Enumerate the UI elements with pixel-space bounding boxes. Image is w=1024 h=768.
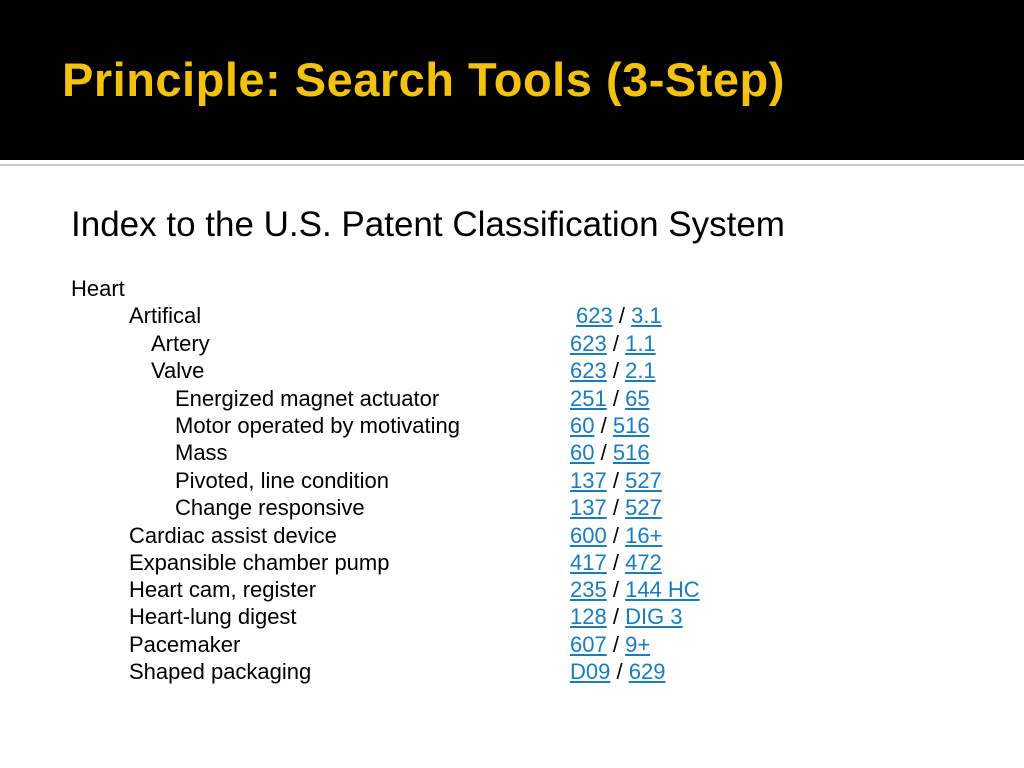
subclass-link[interactable]: 1.1 bbox=[625, 331, 656, 356]
code-separator: / bbox=[612, 523, 626, 548]
index-row-change-responsive bbox=[0, 495, 1024, 522]
subclass-link[interactable]: 9+ bbox=[625, 632, 651, 657]
index-row-mass bbox=[0, 440, 1024, 467]
class-link[interactable]: 623 bbox=[570, 331, 607, 356]
index-row-pivoted-line-condition bbox=[0, 468, 1024, 495]
index-term: Change responsive bbox=[175, 495, 365, 520]
index-row-heart-cam-register bbox=[0, 577, 1024, 604]
index-row-expansible-chamber-pump bbox=[0, 550, 1024, 577]
class-link[interactable]: 137 bbox=[570, 468, 607, 493]
classification-code bbox=[570, 632, 650, 658]
index-term: Pacemaker bbox=[129, 632, 241, 657]
class-link[interactable]: 251 bbox=[570, 386, 607, 411]
index-row-heart-lung-digest bbox=[0, 604, 1024, 631]
subclass-link[interactable]: 144 HC bbox=[625, 577, 700, 602]
code-separator: / bbox=[612, 386, 626, 411]
index-term: Energized magnet actuator bbox=[175, 386, 440, 411]
classification-code bbox=[570, 523, 662, 549]
index-term: Mass bbox=[175, 440, 228, 465]
subclass-link[interactable]: 2.1 bbox=[625, 358, 656, 383]
class-link[interactable]: 137 bbox=[570, 495, 607, 520]
code-separator: / bbox=[616, 659, 629, 684]
class-link[interactable]: 623 bbox=[576, 303, 613, 328]
classification-code bbox=[570, 331, 656, 357]
code-separator: / bbox=[612, 358, 626, 383]
classification-code bbox=[570, 495, 662, 521]
code-separator: / bbox=[618, 303, 632, 328]
classification-code bbox=[576, 303, 662, 329]
classification-code bbox=[570, 413, 650, 439]
index-row-pacemaker bbox=[0, 632, 1024, 659]
index-term: Cardiac assist device bbox=[129, 523, 337, 548]
index-term: Valve bbox=[151, 358, 205, 383]
classification-code bbox=[570, 659, 665, 685]
code-separator: / bbox=[612, 468, 626, 493]
index-row-valve bbox=[0, 358, 1024, 385]
slide-title: Principle: Search Tools (3-Step) bbox=[62, 53, 785, 106]
class-link[interactable]: 60 bbox=[570, 413, 595, 438]
title-divider bbox=[0, 160, 1024, 166]
classification-code bbox=[570, 386, 650, 412]
class-link[interactable]: 607 bbox=[570, 632, 607, 657]
code-separator: / bbox=[612, 331, 626, 356]
title-bar bbox=[0, 0, 1024, 160]
code-separator: / bbox=[612, 604, 626, 629]
classification-code bbox=[570, 604, 683, 630]
subclass-link[interactable]: 516 bbox=[612, 440, 650, 465]
class-link[interactable]: 128 bbox=[570, 604, 607, 629]
index-term: Shaped packaging bbox=[129, 659, 312, 684]
index-row-motor-operated bbox=[0, 413, 1024, 440]
subclass-link[interactable]: 516 bbox=[612, 413, 650, 438]
class-link[interactable]: D09 bbox=[570, 659, 611, 684]
subclass-link[interactable]: 472 bbox=[625, 550, 662, 575]
index-term: Heart-lung digest bbox=[129, 604, 297, 629]
code-separator: / bbox=[612, 632, 626, 657]
subclass-link[interactable]: DIG 3 bbox=[625, 604, 683, 629]
subclass-link[interactable]: 527 bbox=[625, 468, 662, 493]
slide-subtitle: Index to the U.S. Patent Classification System bbox=[71, 205, 785, 244]
subclass-link[interactable]: 16+ bbox=[625, 523, 663, 548]
subclass-link[interactable]: 527 bbox=[625, 495, 662, 520]
subclass-link[interactable]: 629 bbox=[628, 659, 666, 684]
classification-code bbox=[570, 468, 662, 494]
index-row-shaped-packaging bbox=[0, 659, 1024, 686]
index-term: Pivoted, line condition bbox=[175, 468, 390, 493]
code-separator: / bbox=[600, 440, 613, 465]
class-link[interactable]: 235 bbox=[570, 577, 607, 602]
code-separator: / bbox=[600, 413, 613, 438]
index-row-energized-magnet-actuator bbox=[0, 386, 1024, 413]
index-term: Artifical bbox=[129, 303, 202, 328]
index-term: Expansible chamber pump bbox=[129, 550, 390, 575]
class-link[interactable]: 60 bbox=[570, 440, 595, 465]
class-link[interactable]: 623 bbox=[570, 358, 607, 383]
classification-code bbox=[570, 440, 650, 466]
subclass-link[interactable]: 3.1 bbox=[631, 303, 662, 328]
index-row-artery bbox=[0, 331, 1024, 358]
index-row-heart bbox=[0, 276, 1024, 303]
classification-code bbox=[570, 577, 700, 603]
subclass-link[interactable]: 65 bbox=[625, 386, 650, 411]
class-link[interactable]: 417 bbox=[570, 550, 607, 575]
classification-code bbox=[570, 358, 656, 384]
code-separator: / bbox=[612, 577, 626, 602]
class-link[interactable]: 600 bbox=[570, 523, 607, 548]
index-term: Heart cam, register bbox=[129, 577, 317, 602]
code-separator: / bbox=[612, 550, 626, 575]
index-row-artifical bbox=[0, 303, 1024, 330]
classification-code bbox=[570, 550, 662, 576]
index-term: Motor operated by motivating bbox=[175, 413, 460, 438]
code-separator: / bbox=[612, 495, 626, 520]
index-row-cardiac-assist-device bbox=[0, 523, 1024, 550]
index-term: Heart bbox=[71, 276, 125, 301]
index-term: Artery bbox=[151, 331, 210, 356]
